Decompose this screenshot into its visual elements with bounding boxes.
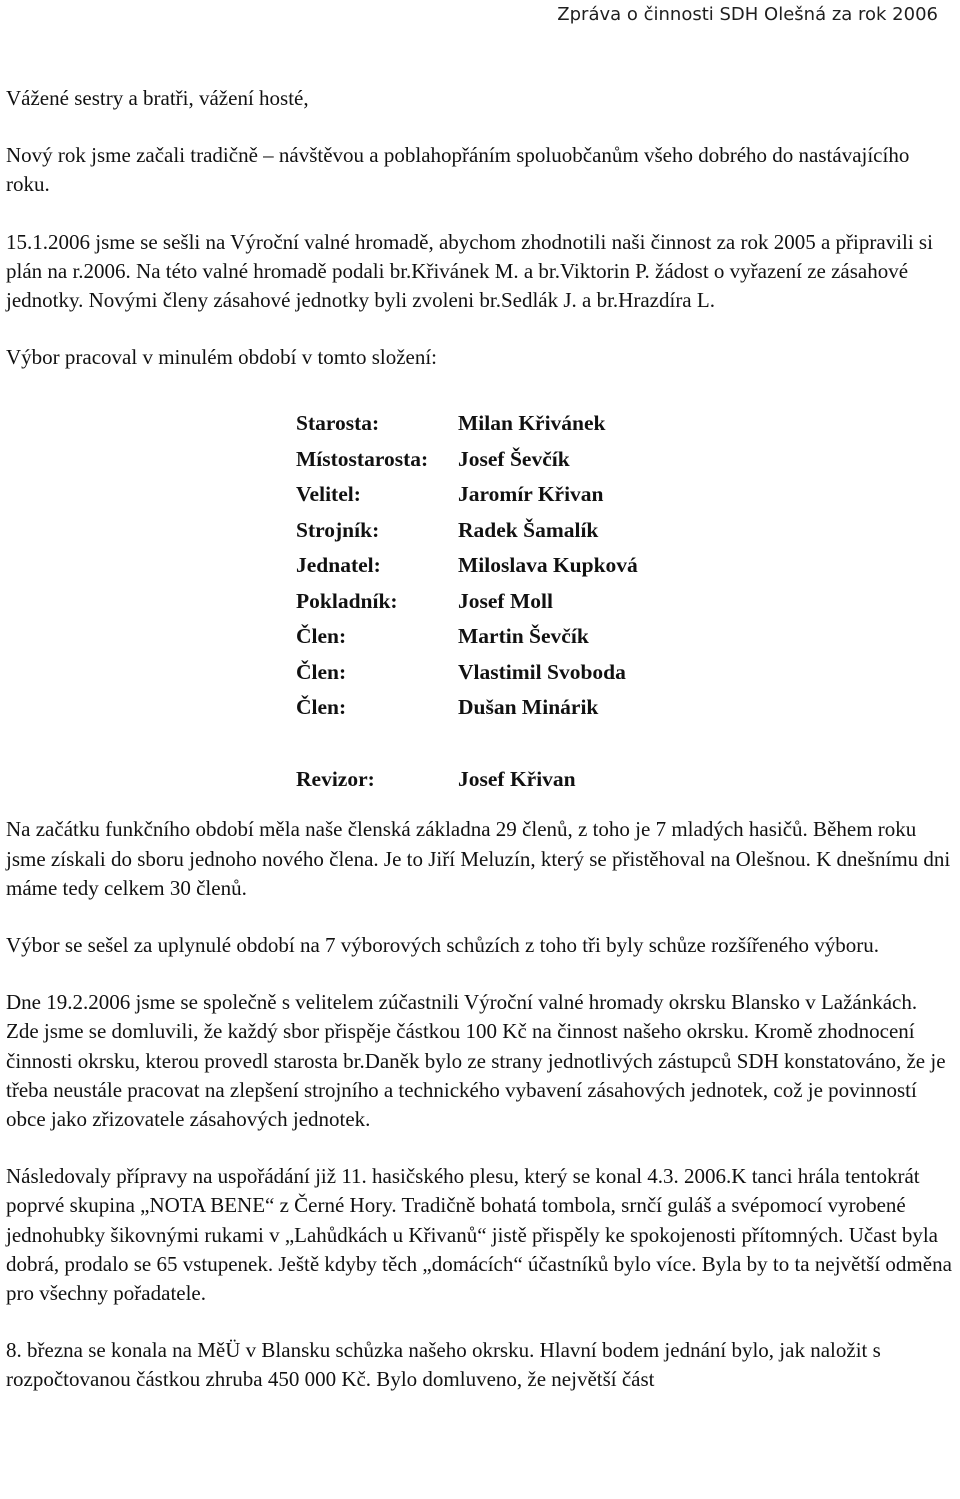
committee-role: Starosta: bbox=[296, 411, 380, 436]
committee-row bbox=[296, 442, 954, 478]
committee-name: Radek Šamalík bbox=[458, 517, 599, 542]
committee-role: Pokladník: bbox=[296, 588, 398, 613]
committee-role: Jednatel: bbox=[296, 553, 381, 578]
committee-row bbox=[296, 477, 954, 513]
committee-name: Milan Křivánek bbox=[458, 411, 606, 436]
paragraph-new-year: Nový rok jsme začali tradičně – návštěvou a poblahopřáním spoluobčanům všeho dobrého do nastávajícího roku. bbox=[6, 143, 910, 197]
committee-name: Josef Moll bbox=[458, 588, 553, 613]
committee-name: Jaromír Křivan bbox=[458, 482, 604, 507]
committee-row bbox=[296, 655, 954, 691]
paragraph-meetings: Výbor se sešel za uplynulé období na 7 výborových schůzích z toho tři byly schůze rozšířeného výboru. bbox=[6, 933, 880, 958]
committee-name: Josef Ševčík bbox=[458, 446, 570, 471]
committee-role: Člen: bbox=[296, 624, 347, 649]
committee-row bbox=[296, 548, 954, 584]
paragraph-district-meeting: Dne 19.2.2006 jsme se společně s velitelem zúčastnili Výroční valné hromady okrsku Blansko v Lažánkách. Zde jsme se domluvili, že každý sbor přispěje částkou 100 Kč na činnost našeho okrsku. Kromě zhodnocení činnosti okrsku, kterou provedl starosta br.Daněk bylo ze strany jednotlivých zástupců SDH konstatováno, že je třeba neustále pracovat na zlepšení strojního a technického vybavení zásahových jednotek, což je povinností obce jako zřizovatele zásahových jednotek. bbox=[6, 990, 946, 1132]
committee-role: Velitel: bbox=[296, 482, 361, 507]
paragraph-ball: Následovaly přípravy na uspořádání již 11. hasičského plesu, který se konal 4.3. 2006.K tanci hrála tentokrát poprvé skupina „NOTA BENE“ z Černé Hory. Tradičně bohatá tombola, srnčí guláš a svépomocí vyrobené jednohubky šikovnými rukami v „Lahůdkách u Křivanů“ jistě přispěly ke spokojenosti přítomných. Učast byla dobrá, prodalo se 65 vstupenek. Ještě kdyby těch „domácích“ účastníků bylo více. Byla by to ta největší odměna pro všechny pořadatele. bbox=[6, 1164, 952, 1306]
committee-name: Josef Křivan bbox=[458, 766, 576, 791]
committee-role: Místostarosta: bbox=[296, 446, 429, 471]
committee-row bbox=[296, 690, 954, 726]
paragraph-district-budget: 8. března se konala na MěÜ v Blansku schůzka našeho okrsku. Hlavní bodem jednání bylo, jak naložit s rozpočtovanou částkou zhruba 450 000 Kč. Bylo domluveno, že největší část bbox=[6, 1338, 881, 1392]
committee-revizor-row bbox=[296, 762, 954, 798]
greeting: Vážené sestry a bratři, vážení hosté, bbox=[6, 86, 309, 110]
committee-name: Dušan Minárik bbox=[458, 695, 599, 720]
committee-role: Strojník: bbox=[296, 517, 380, 542]
running-header: Zpráva o činnosti SDH Olešná za rok 2006 bbox=[557, 4, 938, 25]
committee-name: Miloslava Kupková bbox=[458, 553, 638, 578]
committee-role: Člen: bbox=[296, 695, 347, 720]
committee-role: Člen: bbox=[296, 659, 347, 684]
committee-row bbox=[296, 584, 954, 620]
paragraph-annual-meeting: 15.1.2006 jsme se sešli na Výroční valné hromadě, abychom zhodnotili naši činnost za rok 2005 a připravili si plán na r.2006. Na této valné hromadě podali br.Křivánek M. a br.Viktorin P. žádost o vyřazení ze zásahové jednotky. Novými členy zásahové jednotky byli zvoleni br.Sedlák J. a br.Hrazdíra L. bbox=[6, 229, 933, 313]
paragraph-committee-intro: Výbor pracoval v minulém období v tomto složení: bbox=[6, 345, 438, 370]
committee-row bbox=[296, 619, 954, 655]
committee-name: Martin Ševčík bbox=[458, 624, 589, 649]
committee-role: Revizor: bbox=[296, 766, 375, 791]
committee-row bbox=[296, 513, 954, 549]
paragraph-membership: Na začátku funkčního období měla naše členská základna 29 členů, z toho je 7 mladých hasičů. Během roku jsme získali do sboru jednoho nového člena. Je to Jiří Meluzín, který se přistěhoval na Olešnou. K dnešnímu dni máme tedy celkem 30 členů. bbox=[6, 817, 951, 900]
document-body bbox=[6, 84, 954, 1395]
committee-name: Vlastimil Svoboda bbox=[458, 659, 626, 684]
committee-row bbox=[296, 406, 954, 442]
committee-list bbox=[296, 406, 954, 797]
